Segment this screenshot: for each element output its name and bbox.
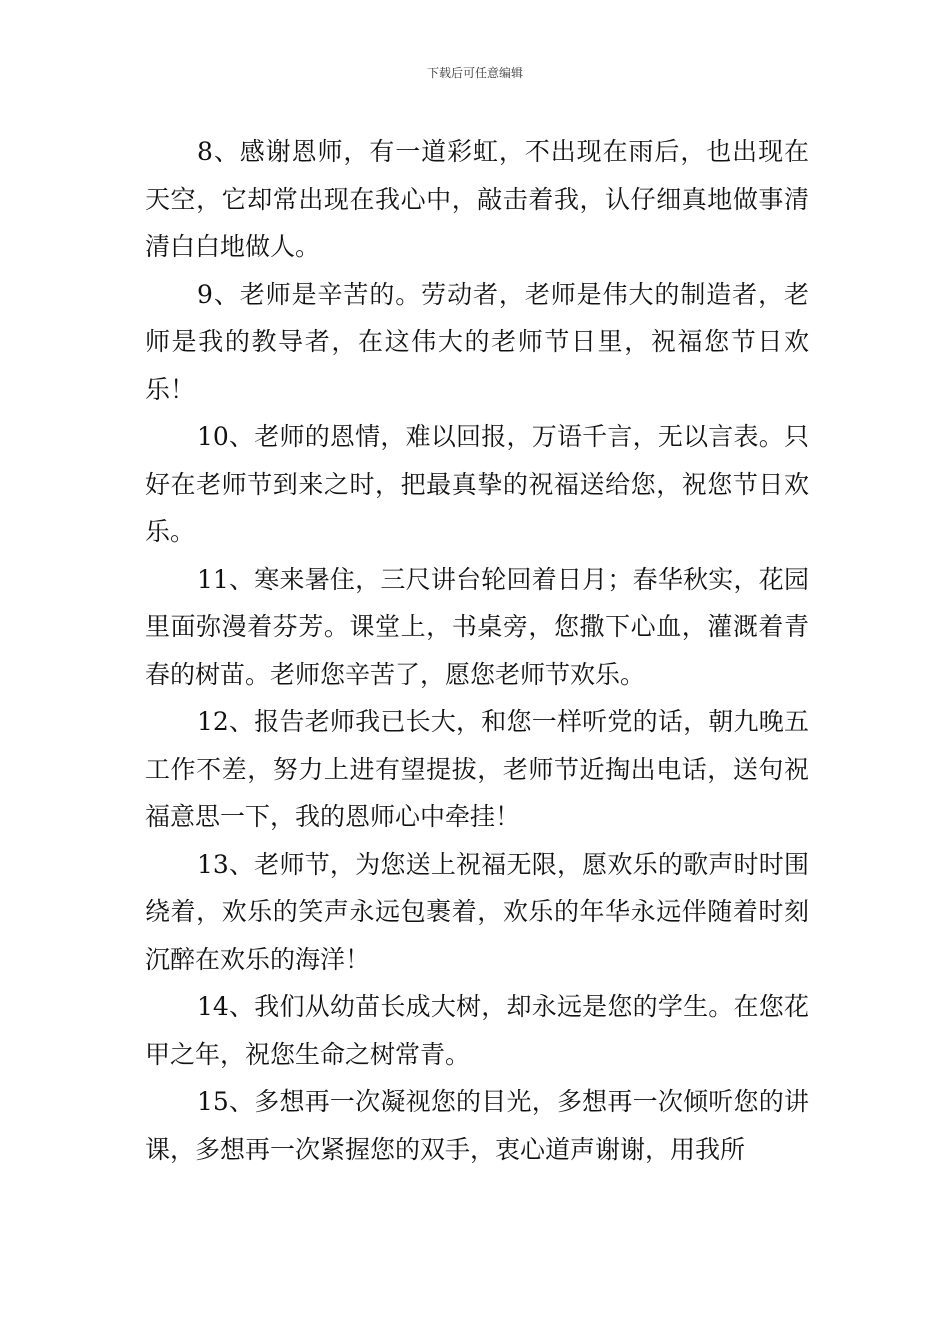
- document-body: [145, 128, 809, 1173]
- paragraph-15: 15、多想再一次凝视您的目光，多想再一次倾听您的讲课，多想再一次紧握您的双手，衷心道声谢谢，用我所: [145, 1087, 809, 1164]
- paragraph-8: 8、感谢恩师，有一道彩虹，不出现在雨后，也出现在天空，它却常出现在我心中，敲击着我，认仔细真地做事清清白白地做人。: [145, 137, 809, 261]
- paragraph-10: 10、老师的恩情，难以回报，万语千言，无以言表。只好在老师节到来之时，把最真挚的祝福送给您，祝您节日欢乐。: [145, 422, 809, 546]
- paragraph-14: 14、我们从幼苗长成大树，却永远是您的学生。在您花甲之年，祝您生命之树常青。: [145, 992, 809, 1069]
- paragraph-11: 11、寒来暑住，三尺讲台轮回着日月；春华秋实，花园里面弥漫着芬芳。课堂上，书桌旁，您撒下心血，灌溉着青春的树苗。老师您辛苦了，愿您老师节欢乐。: [145, 564, 809, 689]
- paragraph-9: 9、老师是辛苦的。劳动者，老师是伟大的制造者，老师是我的教导者，在这伟大的老师节日里，祝福您节日欢乐！: [145, 279, 809, 404]
- paragraph-13: 13、老师节，为您送上祝福无限，愿欢乐的歌声时时围绕着，欢乐的笑声永远包裹着，欢乐的年华永远伴随着时刻沉醉在欢乐的海洋！: [145, 849, 809, 974]
- page-header: 下载后可任意编辑: [426, 66, 523, 80]
- paragraph-12: 12、报告老师我已长大，和您一样听党的话，朝九晚五工作不差，努力上进有望提拔，老师节近掏出电话，送句祝福意思一下，我的恩师心中牵挂！: [145, 707, 809, 831]
